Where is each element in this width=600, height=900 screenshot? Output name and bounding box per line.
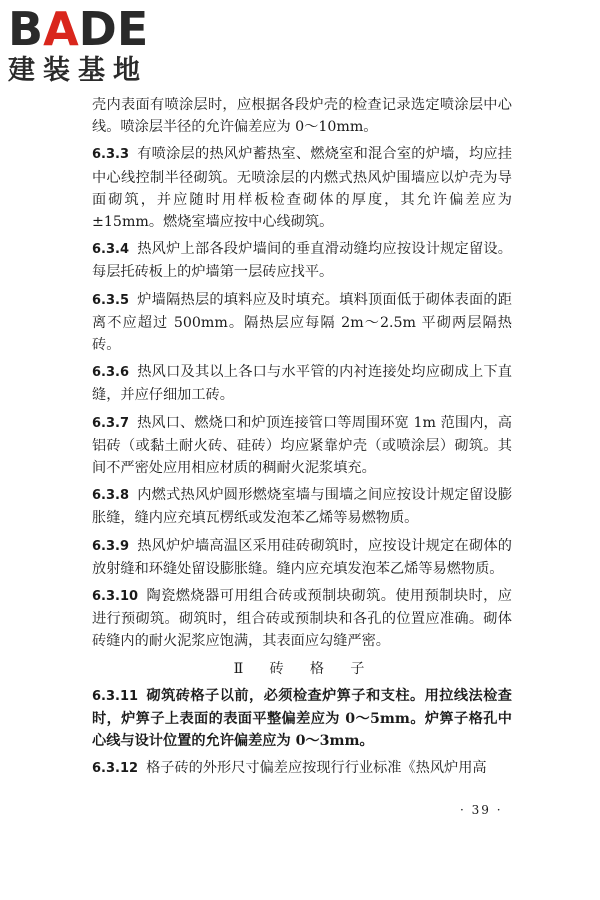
clause-6-3-3 [92, 143, 512, 233]
intro-paragraph: 壳内表面有喷涂层时，应根据各段炉壳的检查记录选定喷涂层中心线。喷涂层半径的允许偏差应为 0～10mm。 [92, 97, 512, 136]
clause-number: 6.3.5 [92, 292, 130, 308]
clause-text: 砌筑砖格子以前，必须检查炉箅子和支柱。用拉线法检查时，炉箅子上表面的表面平整偏差应为 0～5mm。炉箅子格孔中心线与设计位置的允许偏差应为 0～3mm。 [92, 687, 512, 750]
clause-text: 热风炉炉墙高温区采用硅砖砌筑时，应按设计规定在砌体的放射缝和环缝处留设膨胀缝。缝内应充填发泡苯乙烯等易燃物质。 [92, 537, 512, 577]
clause-6-3-8 [92, 484, 512, 529]
clause-6-3-4 [92, 238, 512, 283]
clause-text: 热风炉上部各段炉墙间的垂直滑动缝均应按设计规定留设。每层托砖板上的炉墙第一层砖应找平。 [92, 241, 512, 281]
page-number: · 39 · [460, 803, 503, 817]
clause-text: 陶瓷燃烧器可用组合砖或预制块砌筑。使用预制块时，应进行预砌筑。砌筑时，组合砖或预制块和各孔的位置应准确。砌体砖缝内的耐火泥浆应饱满，其表面应勾缝严密。 [92, 588, 512, 650]
clause-number: 6.3.3 [92, 147, 130, 163]
clause-number: 6.3.11 [92, 688, 139, 704]
clause-number: 6.3.8 [92, 488, 130, 504]
clause-text: 热风口及其以上各口与水平管的内衬连接处均应砌成上下直缝，并应仔细加工砖。 [92, 364, 512, 404]
clause-6-3-6 [92, 361, 512, 406]
clause-text: 格子砖的外形尺寸偏差应按现行行业标准《热风炉用高 [146, 760, 487, 777]
clause-6-3-9 [92, 535, 512, 580]
section-heading: Ⅱ 砖 格 子 [233, 660, 371, 677]
clause-number: 6.3.10 [92, 589, 139, 605]
document-body [92, 94, 512, 786]
logo [8, 2, 178, 88]
clause-text: 内燃式热风炉圆形燃烧室墙与围墙之间应按设计规定留设膨胀缝，缝内应充填瓦楞纸或发泡苯乙烯等易燃物质。 [92, 487, 512, 527]
clause-6-3-10 [92, 585, 512, 653]
clause-6-3-5 [92, 289, 512, 357]
clause-number: 6.3.9 [92, 538, 130, 554]
clause-text: 热风口、燃烧口和炉顶连接管口等周围环宽 1m 范围内，高铝砖（或黏土耐火砖、硅砖）均应紧靠炉壳（或喷涂层）砌筑。其间不严密处应用相应材质的稠耐火泥浆填充。 [92, 414, 512, 477]
clause-6-3-12 [92, 757, 512, 780]
clause-number: 6.3.12 [92, 761, 139, 777]
clause-text: 有喷涂层的热风炉蓄热室、燃烧室和混合室的炉墙，均应挂中心线控制半径砌筑。无喷涂层的内燃式热风炉围墙应以炉壳为导面砌筑，并应随时用样板检查砌体的厚度，其允许偏差应为±15mm。燃烧室墙应按中心线砌筑。 [92, 146, 512, 231]
clause-6-3-7 [92, 412, 512, 480]
logo-mark: BADE [8, 2, 149, 56]
clause-number: 6.3.6 [92, 365, 130, 381]
clause-6-3-11 [92, 685, 512, 753]
clause-number: 6.3.7 [92, 415, 130, 431]
clause-number: 6.3.4 [92, 242, 130, 258]
clause-text: 炉墙隔热层的填料应及时填充。填料顶面低于砌体表面的距离不应超过 500mm。隔热层应每隔 2m～2.5m 平砌两层隔热砖。 [92, 291, 512, 354]
logo-subtitle: 建装基地 [8, 55, 148, 86]
